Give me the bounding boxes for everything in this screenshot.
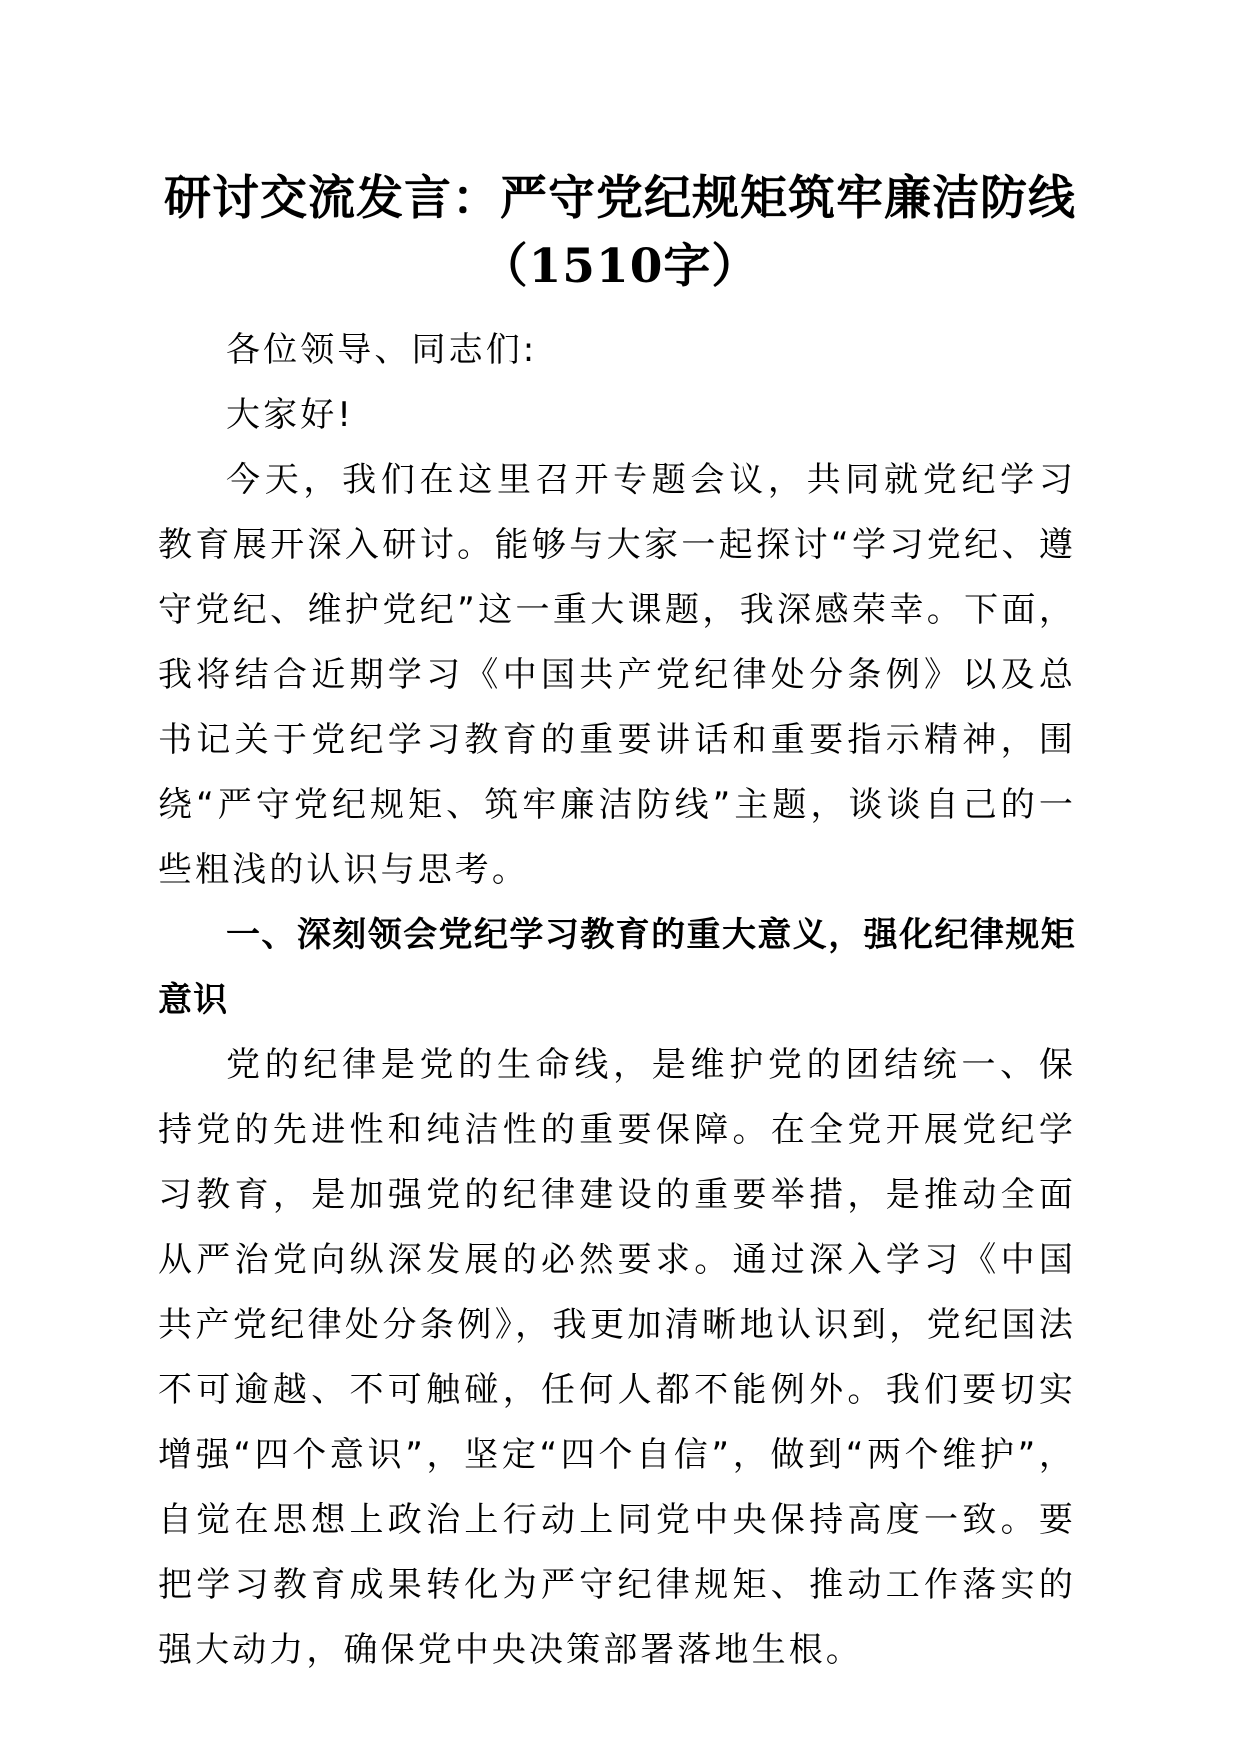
section1-heading: 一、深刻领会党纪学习教育的重大意义，强化纪律规矩意识 [158, 915, 1076, 1020]
title-main: 研讨交流发言：严守党纪规矩筑牢廉洁防线 [164, 171, 1076, 226]
section1-paragraph: 党的纪律是党的生命线，是维护党的团结统一、保持党的先进性和纯洁性的重要保障。在全党开展党纪学习教育，是加强党的纪律建设的重要举措，是推动全面从严治党向纵深发展的必然要求。通过深入学习《中国共产党纪律处分条例》，我更加清晰地认识到，党纪国法不可逾越、不可触碰，任何人都不能例外。我们要切实增强“四个意识”，坚定“四个自信”，做到“两个维护”，自觉在思想上政治上行动上同党中央保持高度一致。要把学习教育成果转化为严守纪律规矩、推动工作落实的强大动力，确保党中央决策部署落地生根。 [158, 1045, 1076, 1670]
salutation: 各位领导、同志们: [226, 330, 538, 370]
title-word-count: （1510字） [480, 239, 760, 294]
intro-paragraph: 今天，我们在这里召开专题会议，共同就党纪学习教育展开深入研讨。能够与大家一起探讨“学习党纪、遵守党纪、维护党纪”这一重大课题，我深感荣幸。下面，我将结合近期学习《中国共产党纪律处分条例》以及总书记关于党纪学习教育的重要讲话和重要指示精神，围绕“严守党纪规矩、筑牢廉洁防线”主题，谈谈自己的一些粗浅的认识与思考。 [158, 460, 1076, 890]
greeting: 大家好! [226, 395, 355, 435]
document-title [100, 165, 1140, 301]
document-body [158, 318, 1076, 1683]
